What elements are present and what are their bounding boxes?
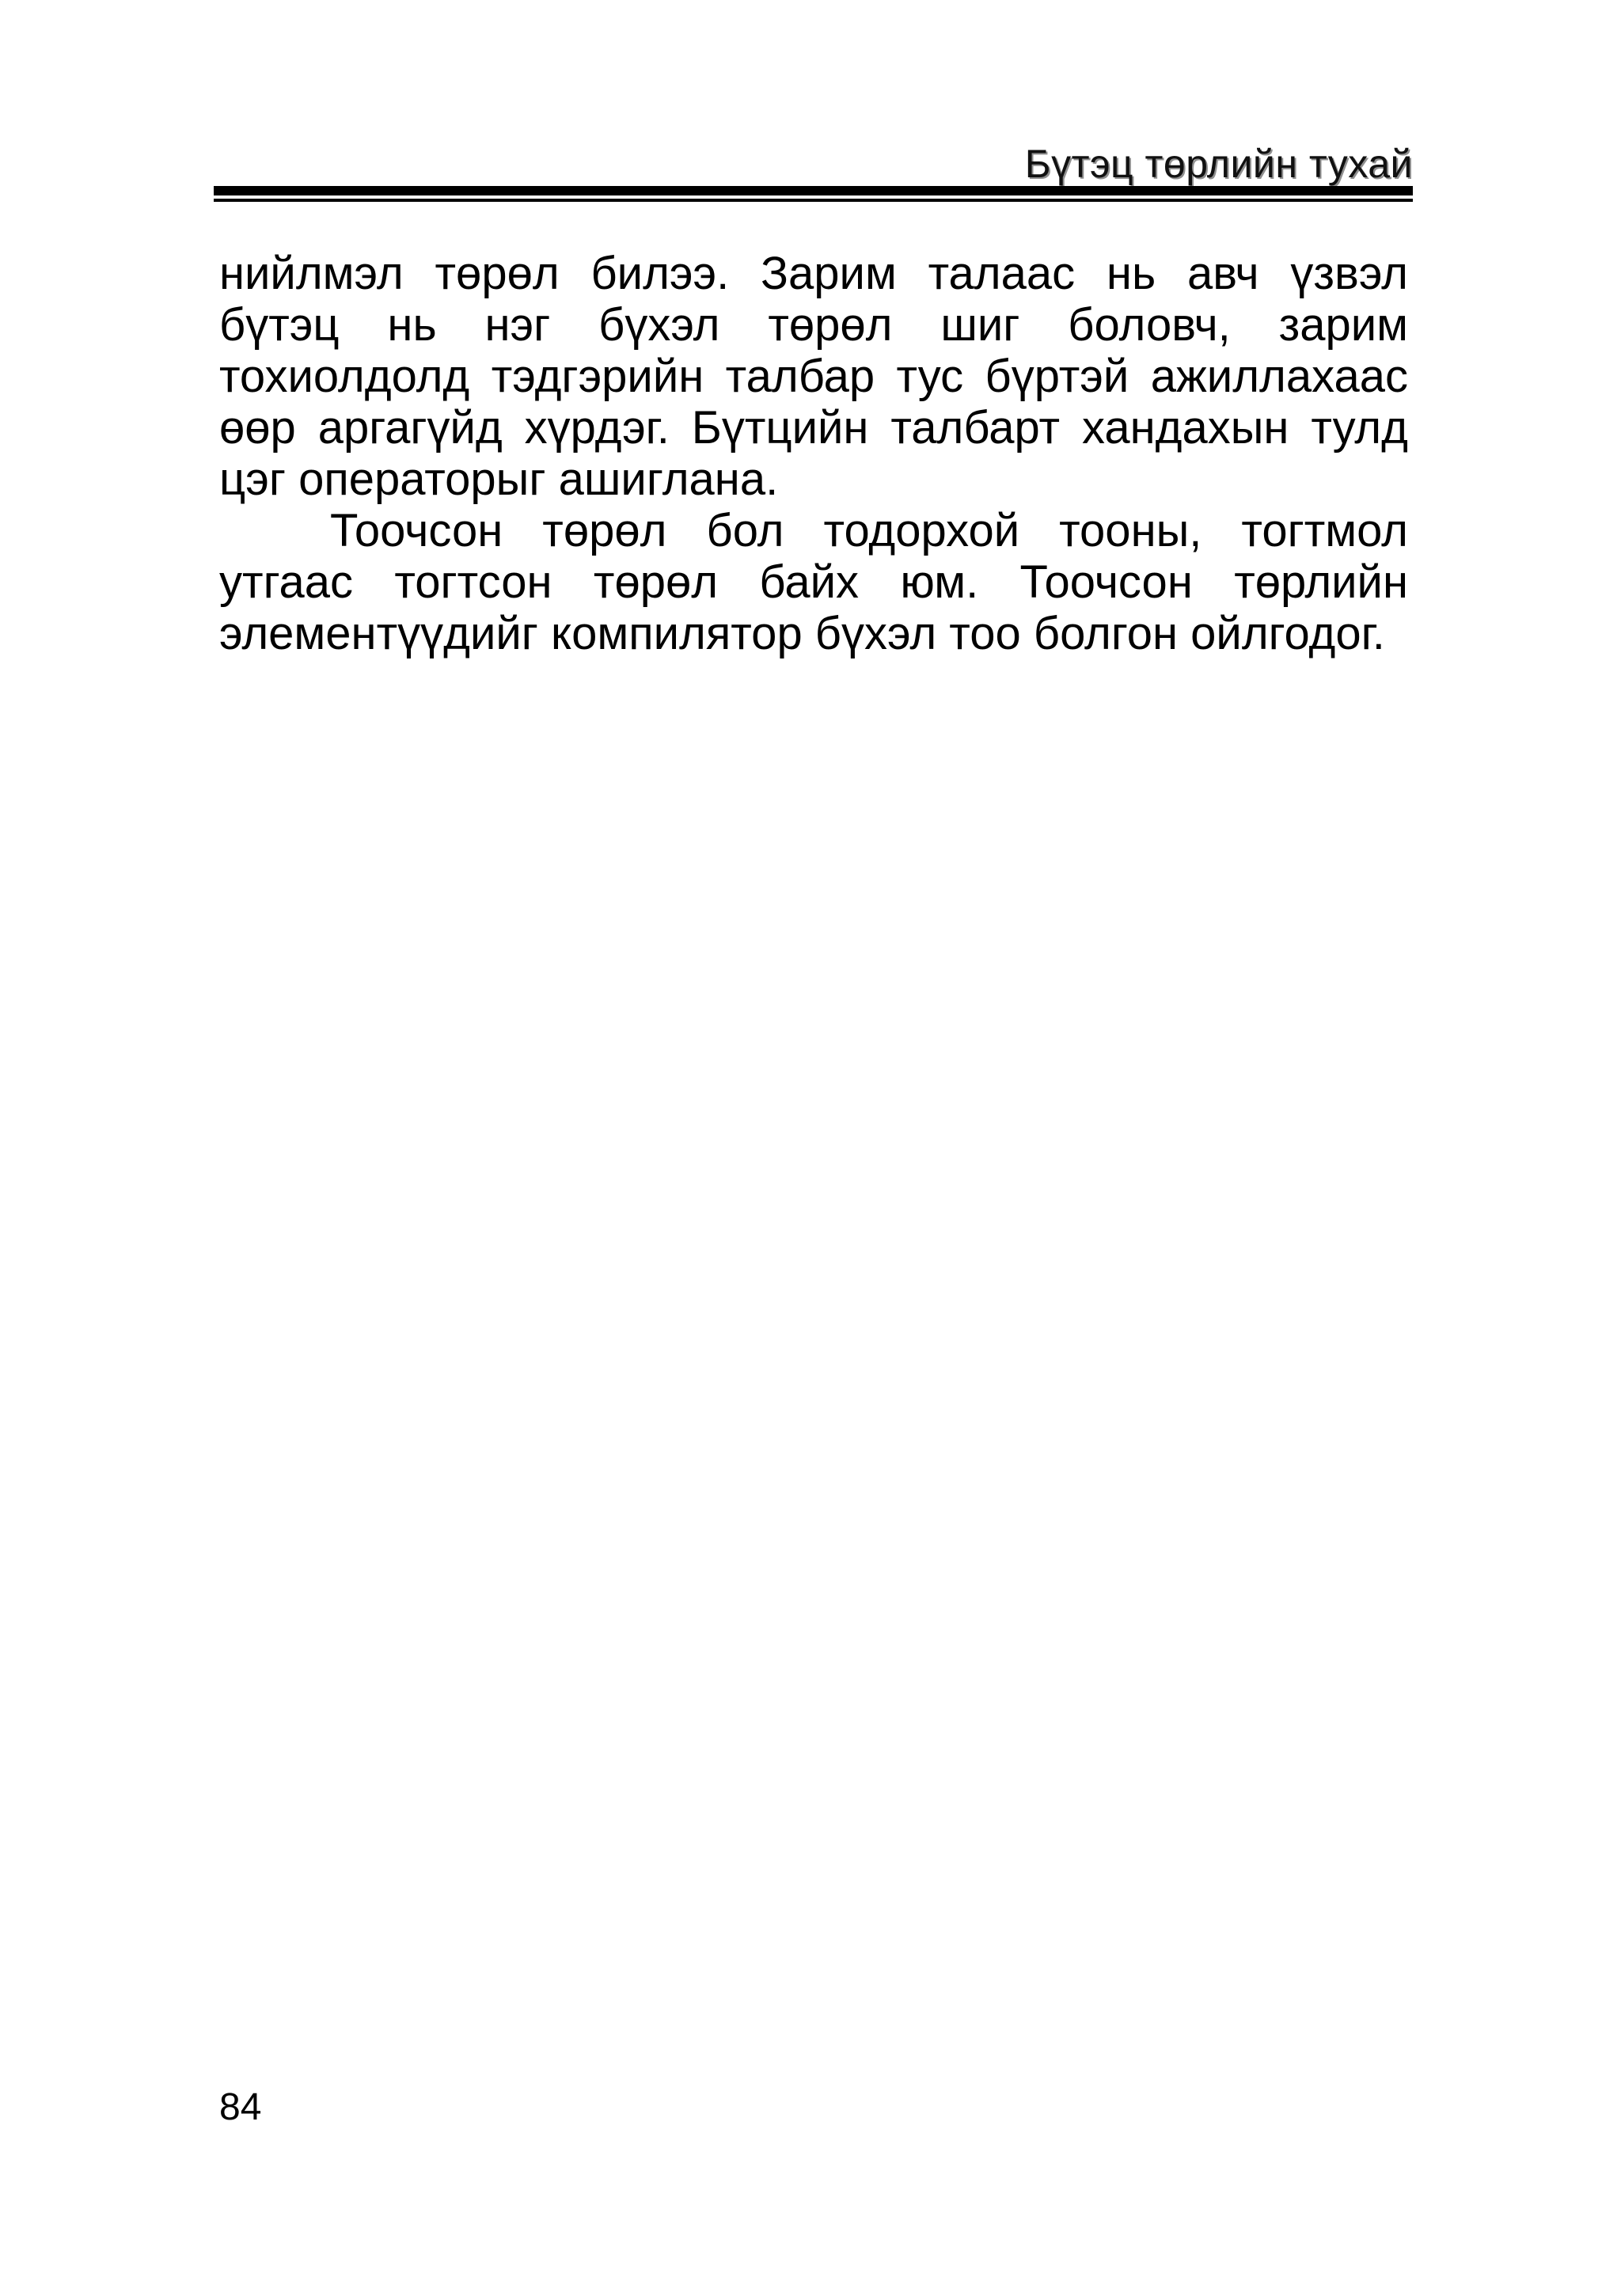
- paragraph-2: Тоочсон төрөл бол тодорхой тооны, тогтмол утгаас тогтсон төрөл байх юм. Тоочсон төрлийн элементүүдийг компилятор бүхэл тоо болгон ойлгодог.: [219, 505, 1408, 659]
- header-rule-thick: [214, 186, 1413, 195]
- header-rule-thin: [214, 199, 1413, 202]
- paragraph-1: нийлмэл төрөл билээ. Зарим талаас нь авч үзвэл бүтэц нь нэг бүхэл төрөл шиг боловч, зарим тохиолдолд тэдгэрийн талбар тус бүртэй ажиллахаас өөр аргагүйд хүрдэг. Бүтцийн талбарт хандахын тулд цэг операторыг ашиглана.: [219, 248, 1408, 505]
- page-number: 84: [219, 2086, 262, 2128]
- body-text: [219, 248, 1408, 659]
- running-header: Бүтэц төрлийн тухай: [1024, 142, 1413, 186]
